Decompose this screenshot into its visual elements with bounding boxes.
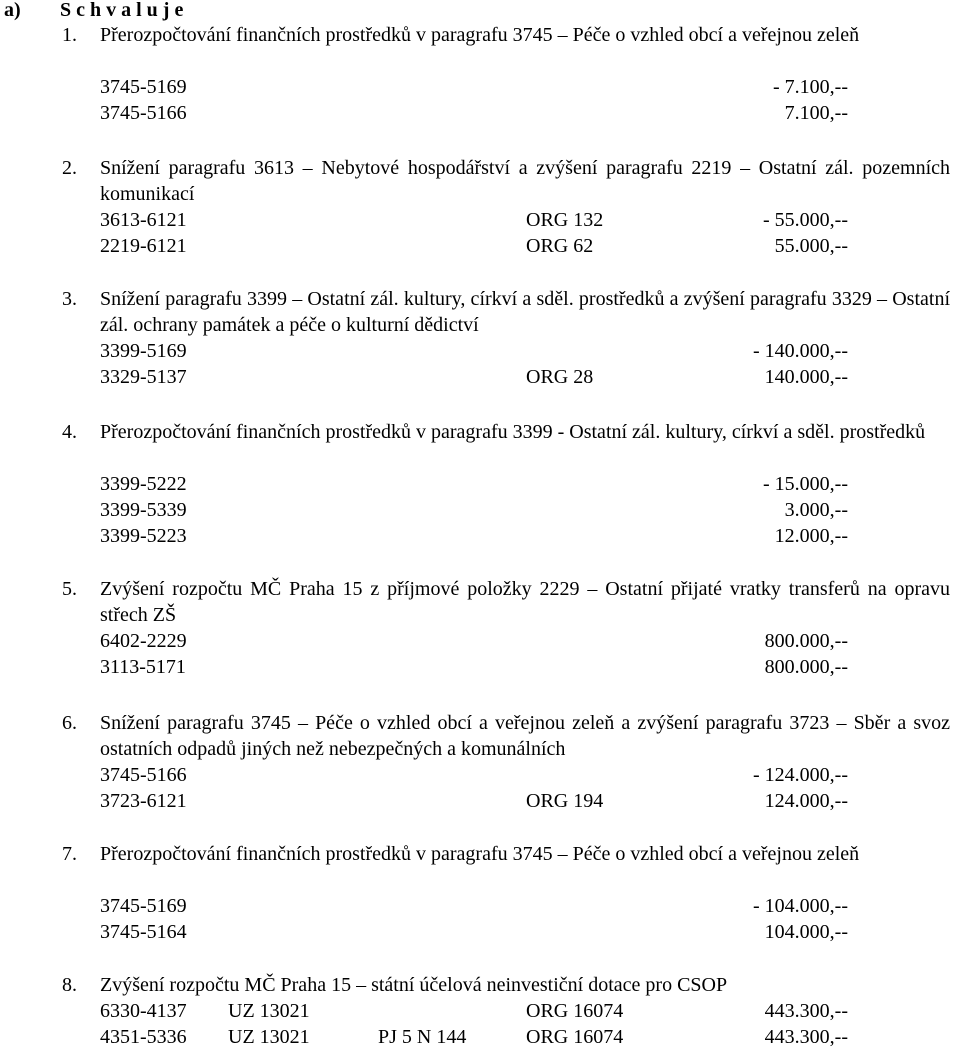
item-description: Zvýšení rozpočtu MČ Praha 15 z příjmové položky 2229 – Ostatní přijaté vratky transferů na opravu střech ZŠ bbox=[100, 578, 950, 626]
budget-code: 3745-5169 bbox=[100, 76, 187, 98]
amount: - 140.000,-- bbox=[753, 340, 848, 362]
amount: - 7.100,-- bbox=[773, 76, 848, 98]
org-code: ORG 132 bbox=[526, 209, 604, 231]
amount: 124.000,-- bbox=[764, 790, 848, 812]
budget-code: 3745-5166 bbox=[100, 102, 187, 124]
budget-code: 3613-6121 bbox=[100, 209, 187, 231]
budget-code: 2219-6121 bbox=[100, 235, 187, 257]
item-description: Přerozpočtování finančních prostředků v paragrafu 3399 - Ostatní zál. kultury, církví a sděl. prostředků bbox=[100, 421, 926, 443]
budget-code: 3723-6121 bbox=[100, 790, 187, 812]
budget-code: 3329-5137 bbox=[100, 366, 187, 388]
item-number: 7. bbox=[62, 843, 77, 865]
uz-code: UZ 13021 bbox=[228, 1000, 310, 1022]
amount: - 15.000,-- bbox=[763, 473, 848, 495]
item-description: Snížení paragrafu 3613 – Nebytové hospodářství a zvýšení paragrafu 2219 – Ostatní zál. pozemních komunikací bbox=[100, 157, 950, 205]
amount: 12.000,-- bbox=[774, 525, 848, 547]
pj-code: PJ 5 N 144 bbox=[378, 1026, 467, 1048]
item-number: 2. bbox=[62, 157, 77, 179]
budget-row bbox=[100, 497, 950, 523]
amount: 443.300,-- bbox=[764, 1026, 848, 1048]
budget-code: 4351-5336 bbox=[100, 1026, 187, 1048]
amount: 104.000,-- bbox=[764, 921, 848, 943]
item-description: Snížení paragrafu 3399 – Ostatní zál. kultury, církví a sděl. prostředků a zvýšení paragrafu 3329 – Ostatní zál. ochrany památek a péče o kulturní dědictví bbox=[100, 288, 950, 336]
amount: 55.000,-- bbox=[774, 235, 848, 257]
budget-row bbox=[100, 893, 950, 919]
budget-row bbox=[100, 364, 950, 390]
item-number: 6. bbox=[62, 712, 77, 734]
org-code: ORG 16074 bbox=[526, 1000, 624, 1022]
item-number: 4. bbox=[62, 421, 77, 443]
amount: - 124.000,-- bbox=[753, 764, 848, 786]
budget-code: 3113-5171 bbox=[100, 656, 186, 678]
budget-row bbox=[100, 628, 950, 654]
section-letter: a) bbox=[4, 0, 21, 21]
amount: 7.100,-- bbox=[784, 102, 848, 124]
item-number: 5. bbox=[62, 578, 77, 600]
budget-row bbox=[100, 233, 950, 259]
amount: 140.000,-- bbox=[764, 366, 848, 388]
budget-code: 3399-5169 bbox=[100, 340, 187, 362]
budget-row bbox=[100, 919, 950, 945]
budget-code: 6330-4137 bbox=[100, 1000, 187, 1022]
amount: 3.000,-- bbox=[784, 499, 848, 521]
item-description: Zvýšení rozpočtu MČ Praha 15 – státní účelová neinvestiční dotace pro CSOP bbox=[100, 974, 728, 996]
budget-row bbox=[100, 471, 950, 497]
uz-code: UZ 13021 bbox=[228, 1026, 310, 1048]
item-description: Přerozpočtování finančních prostředků v paragrafu 3745 – Péče o vzhled obcí a veřejnou zeleň bbox=[100, 24, 860, 46]
section-title: Schvaluje bbox=[60, 0, 189, 21]
org-code: ORG 194 bbox=[526, 790, 604, 812]
budget-row bbox=[100, 338, 950, 364]
item-description: Přerozpočtování finančních prostředků v paragrafu 3745 – Péče o vzhled obcí a veřejnou zeleň bbox=[100, 843, 860, 865]
budget-row bbox=[100, 100, 950, 126]
org-code: ORG 62 bbox=[526, 235, 594, 257]
budget-row bbox=[100, 74, 950, 100]
amount: 800.000,-- bbox=[764, 656, 848, 678]
budget-row bbox=[100, 207, 950, 233]
item-number: 1. bbox=[62, 24, 77, 46]
org-code: ORG 28 bbox=[526, 366, 594, 388]
budget-code: 3745-5169 bbox=[100, 895, 187, 917]
budget-code: 6402-2229 bbox=[100, 630, 187, 652]
item-number: 3. bbox=[62, 288, 77, 310]
budget-code: 3399-5339 bbox=[100, 499, 187, 521]
budget-row bbox=[100, 788, 950, 814]
item-number: 8. bbox=[62, 974, 77, 996]
budget-row bbox=[100, 1024, 950, 1050]
item-description: Snížení paragrafu 3745 – Péče o vzhled obcí a veřejnou zeleň a zvýšení paragrafu 3723 – Sběr a svoz ostatních odpadů jiných než nebezpečných a komunálních bbox=[100, 712, 950, 760]
budget-row bbox=[100, 998, 950, 1024]
budget-row bbox=[100, 654, 950, 680]
org-code: ORG 16074 bbox=[526, 1026, 624, 1048]
amount: - 55.000,-- bbox=[763, 209, 848, 231]
budget-code: 3745-5164 bbox=[100, 921, 187, 943]
budget-code: 3399-5223 bbox=[100, 525, 187, 547]
budget-row bbox=[100, 762, 950, 788]
amount: - 104.000,-- bbox=[753, 895, 848, 917]
amount: 443.300,-- bbox=[764, 1000, 848, 1022]
amount: 800.000,-- bbox=[764, 630, 848, 652]
budget-row bbox=[100, 523, 950, 549]
budget-code: 3745-5166 bbox=[100, 764, 187, 786]
budget-code: 3399-5222 bbox=[100, 473, 187, 495]
